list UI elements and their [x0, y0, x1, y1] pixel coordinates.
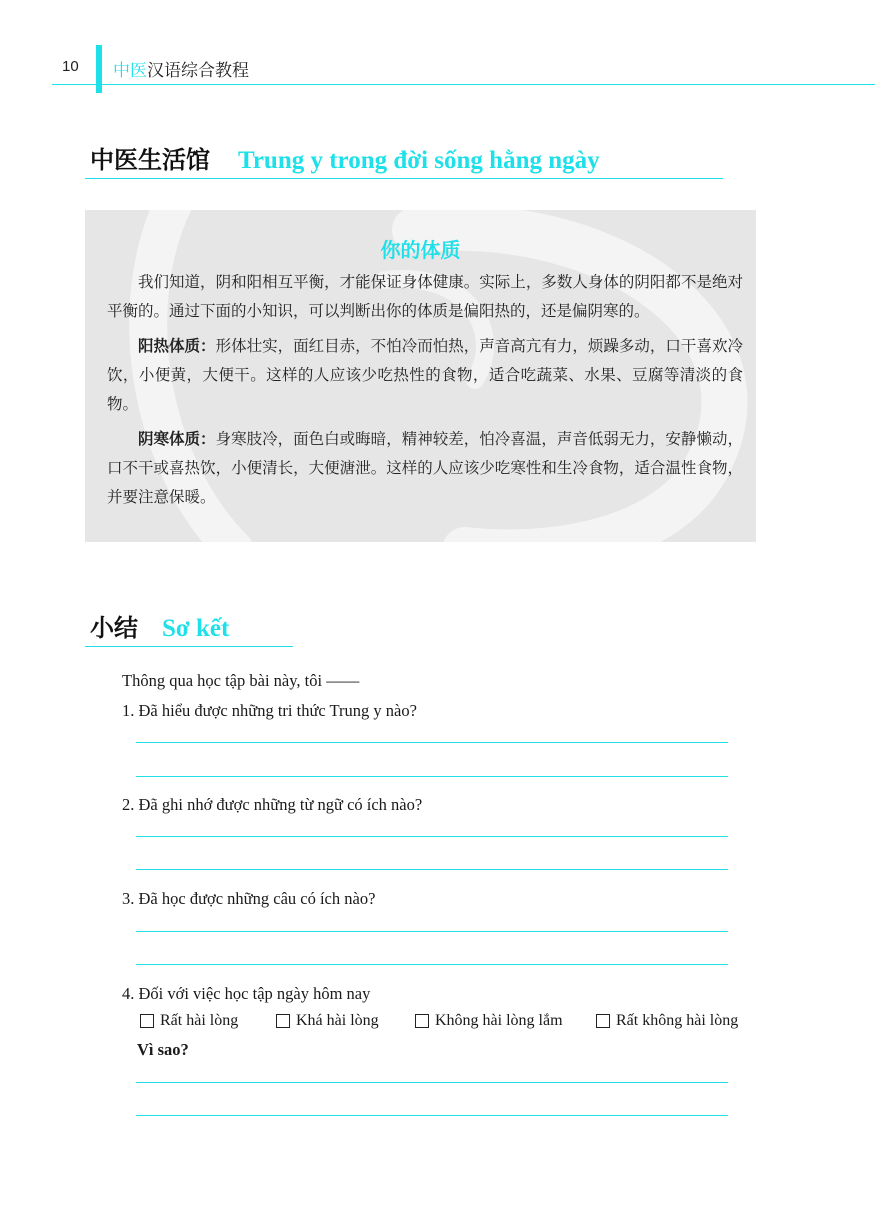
- section-heading-summary: [90, 608, 229, 643]
- yang-label: 阳热体质：: [138, 337, 216, 355]
- option-label: Không hài lòng lắm: [435, 1012, 563, 1029]
- info-box-body: [107, 268, 743, 518]
- summary-rule: [85, 646, 293, 647]
- question-4: 4. Đối với việc học tập ngày hôm nay: [122, 984, 371, 1003]
- answer-line-4a[interactable]: [136, 1082, 728, 1083]
- yang-text: 形体壮实，面红目赤，不怕冷而怕热，声音高亢有力，烦躁多动，口干喜欢冷饮，小便黄，大便干。这样的人应该少吃热性的食物，适合吃蔬菜、水果、豆腐等清淡的食物。: [107, 337, 743, 413]
- option-fairly-satisfied[interactable]: [276, 1012, 379, 1030]
- yang-paragraph: [107, 332, 743, 419]
- answer-line-3b[interactable]: [136, 964, 728, 965]
- option-label: Rất hài lòng: [160, 1012, 239, 1029]
- answer-line-1a[interactable]: [136, 742, 728, 743]
- why-prompt: Vì sao?: [137, 1040, 189, 1059]
- option-label: Rất không hài lòng: [616, 1012, 739, 1029]
- question-3: 3. Đã học được những câu có ích nào?: [122, 889, 376, 908]
- book-title-accent: 中医: [113, 61, 147, 81]
- header-rule: [52, 84, 875, 85]
- intro-paragraph: 我们知道，阴和阳相互平衡，才能保证身体健康。实际上，多数人身体的阴阳都不是绝对平衡的。通过下面的小知识，可以判断出你的体质是偏阳热的，还是偏阴寒的。: [107, 273, 743, 320]
- summary-intro: Thông qua học tập bài này, tôi ——: [122, 671, 360, 690]
- yin-paragraph: [107, 425, 743, 512]
- yin-text: 身寒肢冷，面色白或晦暗，精神较差，怕冷喜温，声音低弱无力，安静懒动，口不干或喜热饮，小便清长，大便溏泄。这样的人应该少吃寒性和生冷食物，适合温性食物，并要注意保暖。: [107, 430, 743, 506]
- option-label: Khá hài lòng: [296, 1012, 379, 1029]
- checkbox-icon[interactable]: [596, 1014, 610, 1028]
- page-number: 10: [62, 58, 79, 75]
- header-accent-bar: [96, 45, 102, 93]
- yin-label: 阴寒体质：: [138, 430, 216, 448]
- answer-line-2b[interactable]: [136, 869, 728, 870]
- answer-line-1b[interactable]: [136, 776, 728, 777]
- option-very-unsatisfied[interactable]: [596, 1012, 738, 1030]
- checkbox-icon[interactable]: [415, 1014, 429, 1028]
- answer-line-3a[interactable]: [136, 931, 728, 932]
- answer-line-2a[interactable]: [136, 836, 728, 837]
- constitution-info-box: [85, 210, 756, 542]
- book-title: [113, 56, 249, 81]
- section-rule: [85, 178, 723, 179]
- option-very-satisfied[interactable]: [140, 1012, 238, 1030]
- question-1: 1. Đã hiểu được những tri thức Trung y nào?: [122, 701, 417, 720]
- section-heading-life: [90, 140, 600, 175]
- checkbox-icon[interactable]: [140, 1014, 154, 1028]
- answer-line-4b[interactable]: [136, 1115, 728, 1116]
- section-title-vi: Trung y trong đời sống hằng ngày: [238, 147, 600, 174]
- book-title-rest: 汉语综合教程: [147, 61, 249, 81]
- summary-title-cn: 小结: [90, 614, 138, 642]
- info-box-title: 你的体质: [380, 238, 461, 262]
- question-2: 2. Đã ghi nhớ được những từ ngữ có ích nào?: [122, 795, 423, 814]
- option-not-very-satisfied[interactable]: [415, 1012, 563, 1030]
- section-title-cn: 中医生活馆: [90, 146, 210, 174]
- summary-title-vi: Sơ kết: [162, 615, 230, 642]
- checkbox-icon[interactable]: [276, 1014, 290, 1028]
